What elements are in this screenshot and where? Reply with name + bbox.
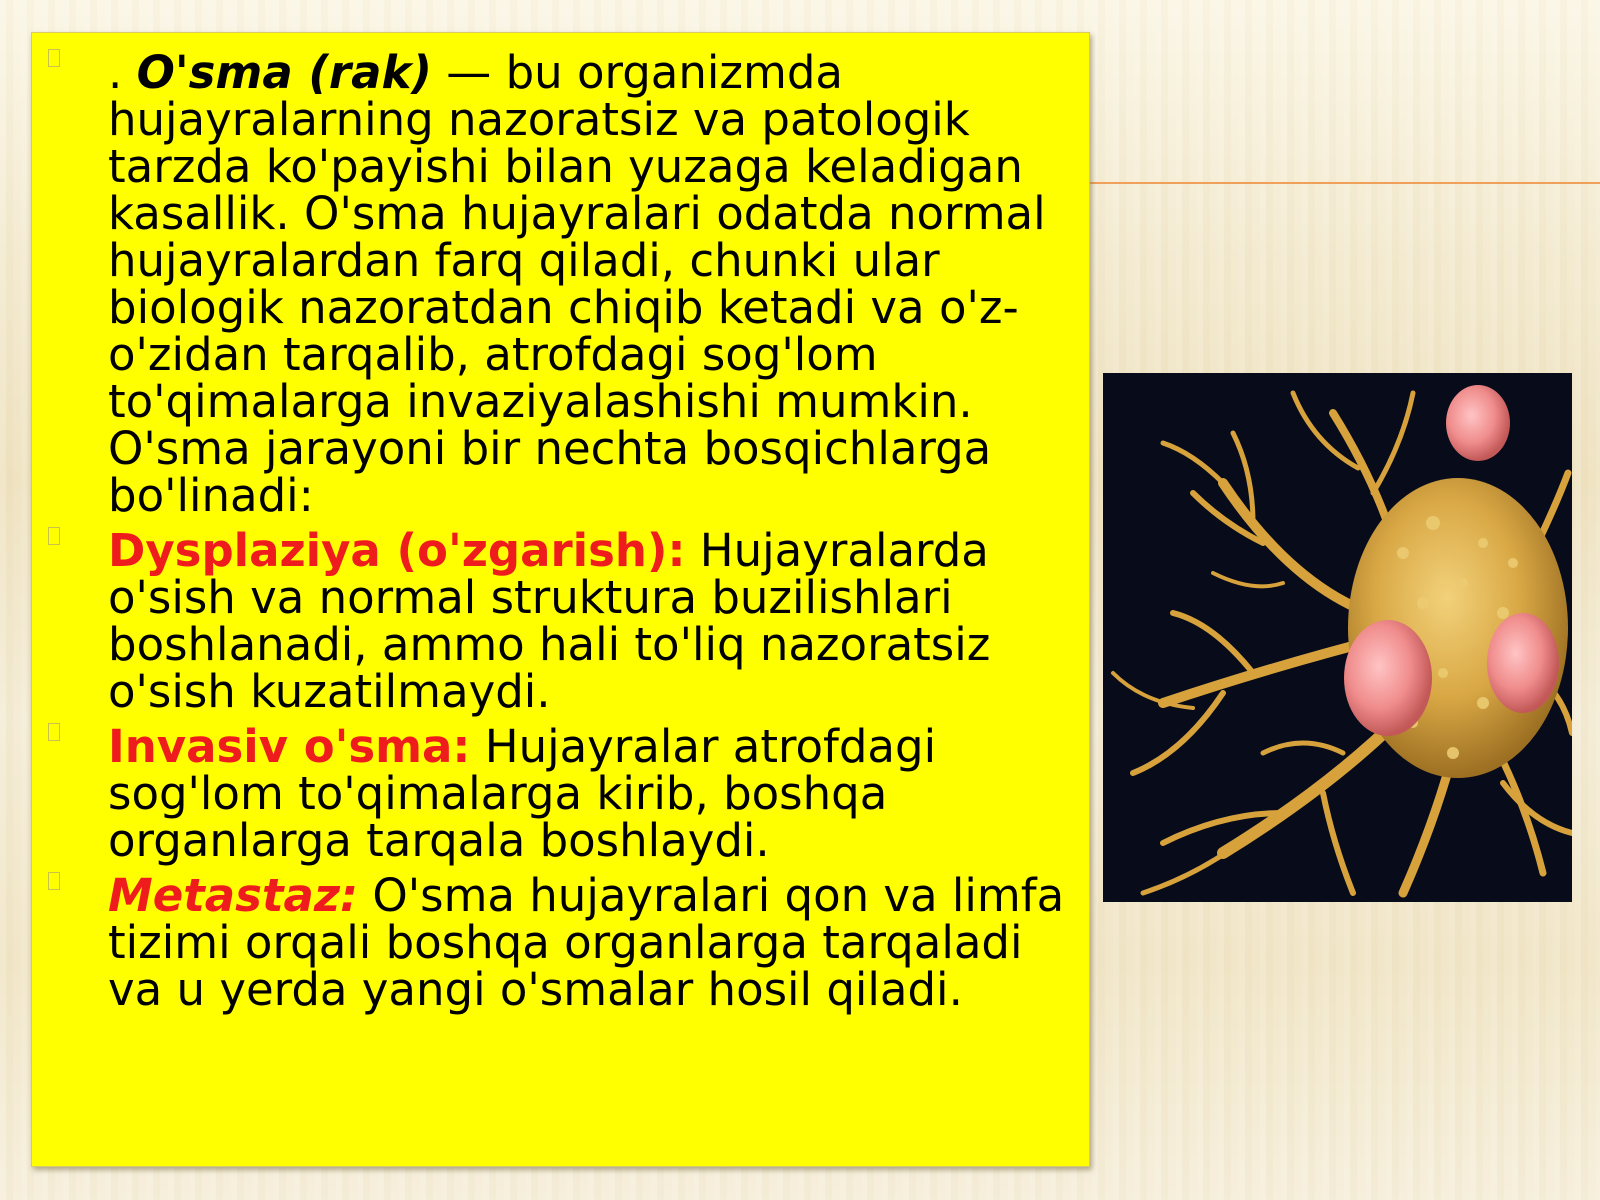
term-metastaz: Metastaz: xyxy=(108,869,359,922)
title-accent-line xyxy=(1090,182,1600,184)
bullet-definition xyxy=(32,46,1065,522)
bullet-marker-icon xyxy=(48,723,60,741)
bullet-dysplaziya xyxy=(32,524,1065,718)
cancer-cell-illustration xyxy=(1103,373,1572,902)
invasiv-text: Hujayralar atrofdagi sog'lom to'qimalarga kirib, boshqa organlarga tarqala boshlaydi. xyxy=(108,720,937,867)
red-blood-cell-right xyxy=(1487,613,1559,713)
bullet-marker-icon xyxy=(48,872,60,890)
slide-text-box xyxy=(31,32,1090,1167)
term-dysplaziya: Dysplaziya (o'zgarish): xyxy=(108,524,686,577)
bullet-marker-icon xyxy=(48,49,60,67)
bullet-invasiv xyxy=(32,720,1065,867)
cancer-cell-image xyxy=(1103,373,1572,902)
bullet-prefix: . xyxy=(108,46,137,99)
red-blood-cell-top xyxy=(1446,385,1510,461)
metastaz-text: O'sma hujayralari qon va limfa tizimi orqali boshqa organlarga tarqaladi va u yerda yangi o'smalar hosil qiladi. xyxy=(108,869,1065,1016)
definition-text: — bu organizmda hujayralarning nazoratsiz va patologik tarzda ko'payishi bilan yuzaga keladigan kasallik. O'sma hujayralari odatda normal hujayralardan farq qiladi, chunki ular biologik nazoratdan chiqib ketadi va o'z-o'zidan tarqalib, atrofdagi sog'lom to'qimalarga invaziyalashishi mumkin. O'sma jarayoni bir nechta bosqichlarga bo'linadi: xyxy=(108,46,1046,522)
term-osma: O'sma (rak) xyxy=(136,46,432,99)
red-blood-cell-left xyxy=(1344,620,1432,736)
dysplaziya-text: Hujayralarda o'sish va normal struktura buzilishlari boshlanadi, ammo hali to'liq nazoratsiz o'sish kuzatilmaydi. xyxy=(108,524,991,718)
bullet-list xyxy=(32,46,1089,1016)
term-invasiv: Invasiv o'sma: xyxy=(108,720,471,773)
bullet-marker-icon xyxy=(48,527,60,545)
bullet-metastaz xyxy=(32,869,1065,1016)
